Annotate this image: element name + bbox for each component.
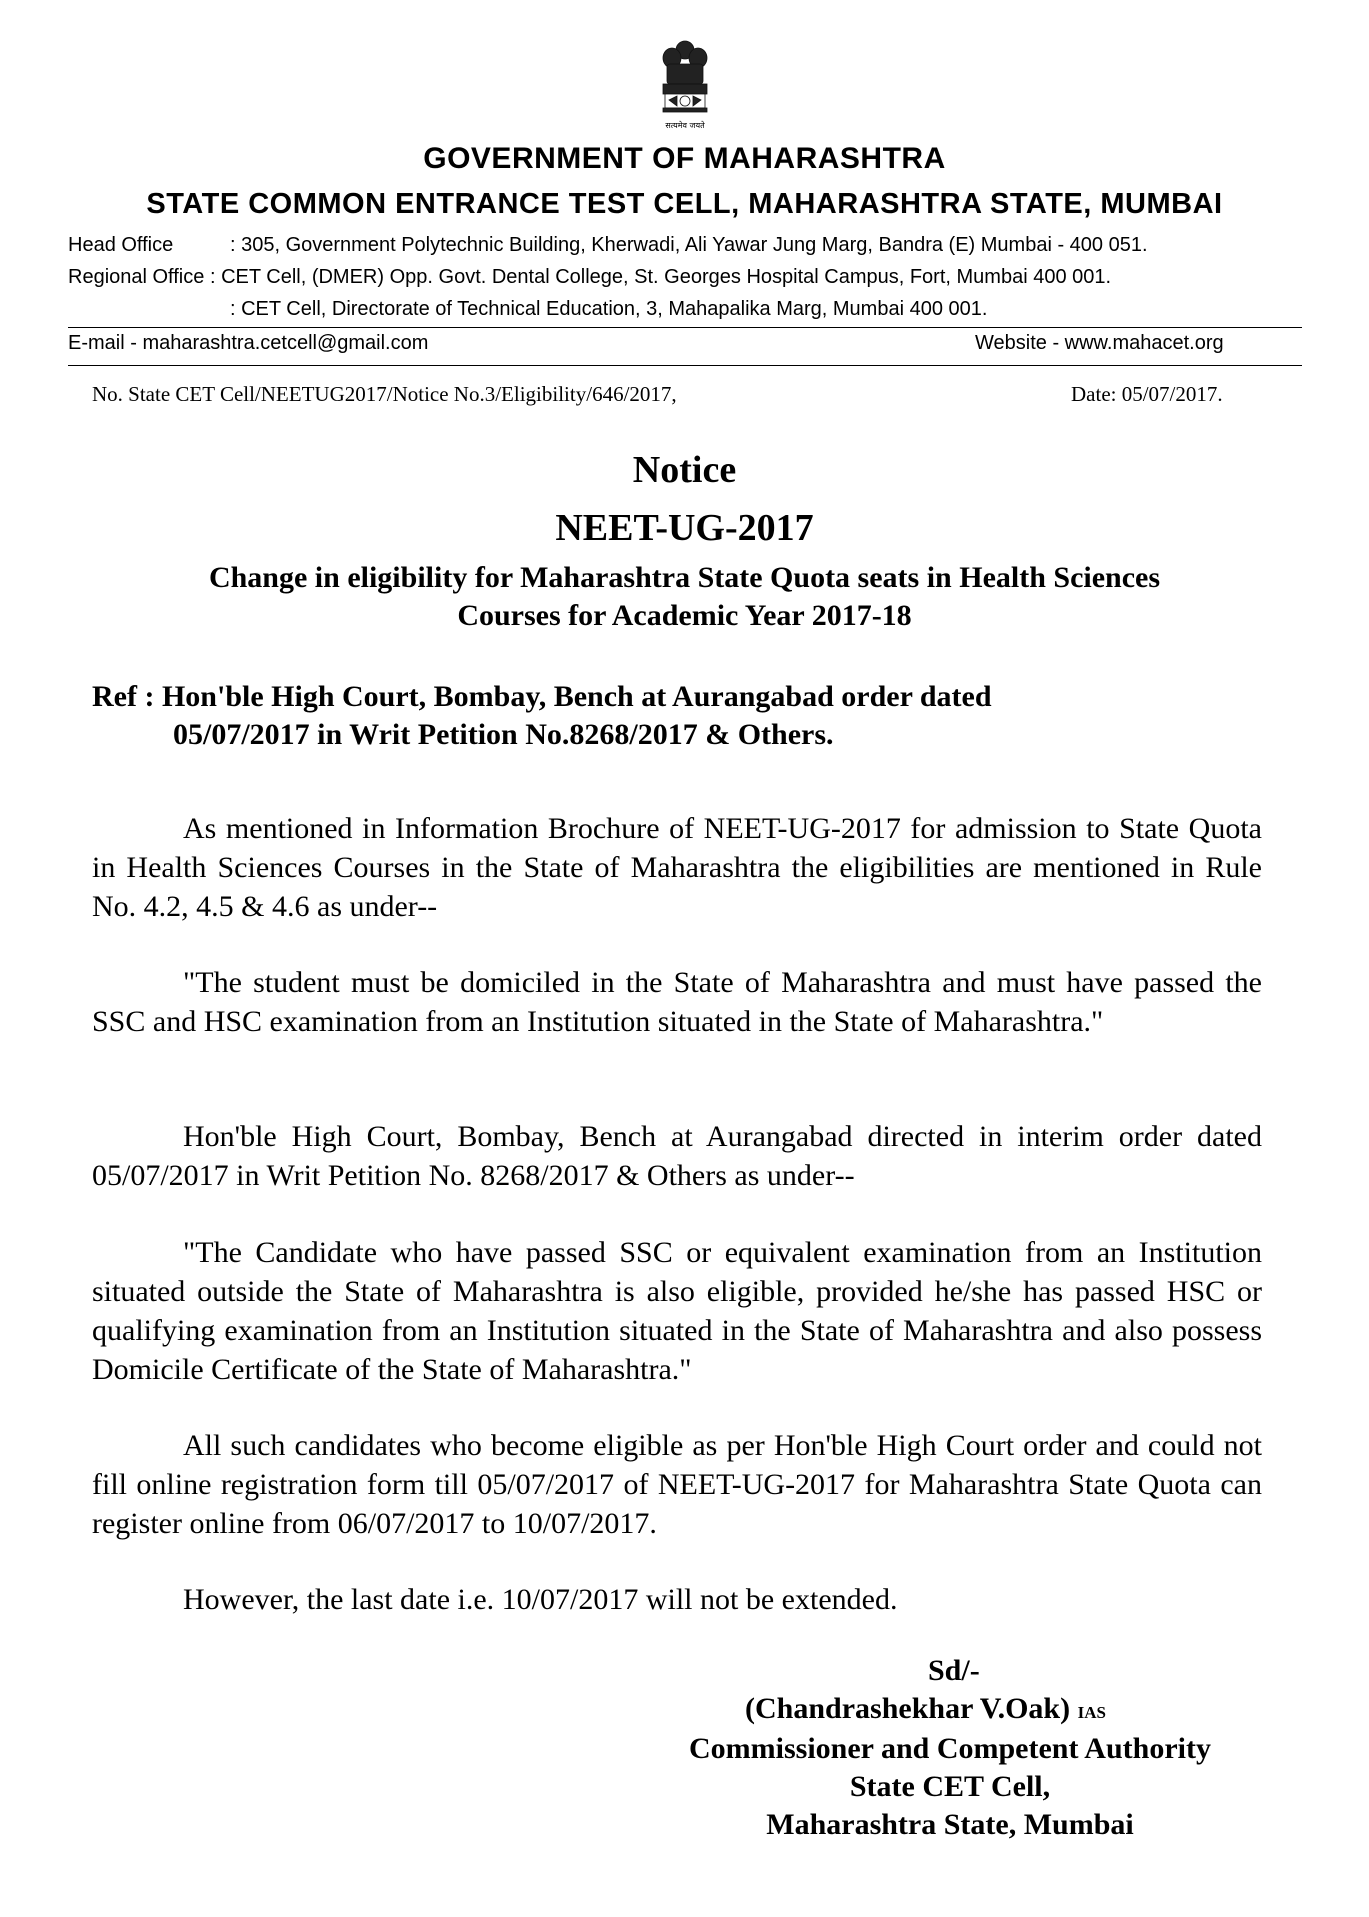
email-text: E-mail - maharashtra.cetcell@gmail.com [68,332,429,354]
signature-sd: Sd/- [928,1654,980,1687]
signatory-designation: Commissioner and Competent Authority [689,1732,1211,1765]
court-reference-line-1: Ref : Hon'ble High Court, Bombay, Bench at Aurangabad order dated [92,680,992,713]
subject-line-1: Change in eligibility for Maharashtra State Quota seats in Health Sciences [208,561,1161,594]
reference-number: No. State CET Cell/NEETUG2017/Notice No.3/Eligibility/646/2017, [92,382,677,406]
signatory-suffix: IAS [1077,1703,1106,1722]
head-office-label: Head Office [68,234,174,256]
regional-office-address-2: : CET Cell, Directorate of Technical Education, 3, Mahapalika Marg, Mumbai 400 001. [230,298,988,320]
paragraph-4-text: "The Candidate who have passed SSC or equivalent examination from an Institution situated outside the State of Maharashtra is also eligible, provided he/she has passed HSC or qualifying examination from an Institution situated in the State of Maharashtra and also possess Domicile Certificate of the State of Maharashtra." [92,1236,1262,1386]
header-divider [68,327,1302,328]
paragraph-2-text: "The student must be domiciled in the State of Maharashtra and must have passed the SSC and HSC examination from an Institution situated in the State of Maharashtra." [92,966,1262,1038]
signatory-name: (Chandrashekhar V.Oak) [745,1692,1071,1725]
regional-office-label: Regional Office [68,266,205,288]
subject-line-2: Courses for Academic Year 2017-18 [457,599,912,632]
national-emblem-icon [655,36,715,136]
notice-heading: Notice [632,449,737,491]
exam-heading: NEET-UG-2017 [555,507,814,549]
head-office-address: : 305, Government Polytechnic Building, Kherwadi, Ali Yawar Jung Marg, Bandra (E) Mumbai - 400 051. [230,234,1148,256]
paragraph-6-text: However, the last date i.e. 10/07/2017 will not be extended. [183,1583,898,1616]
notice-date: Date: 05/07/2017. [1071,382,1223,406]
government-heading: GOVERNMENT OF MAHARASHTRA [423,142,946,175]
signatory-office: State CET Cell, [849,1770,1051,1803]
paragraph-2 [92,963,1262,1041]
head-office-line [68,234,1148,257]
signatory-location: Maharashtra State, Mumbai [766,1808,1134,1841]
paragraph-3 [92,1117,1262,1195]
paragraph-1 [92,809,1262,926]
paragraph-4 [92,1233,1262,1389]
emblem-motto: सत्यमेव जयते [665,121,705,130]
paragraph-3-text: Hon'ble High Court, Bombay, Bench at Aurangabad directed in interim order dated 05/07/2017 in Writ Petition No. 8268/2017 & Others as under-- [92,1120,1262,1192]
cell-heading: STATE COMMON ENTRANCE TEST CELL, MAHARASHTRA STATE, MUMBAI [146,188,1223,220]
regional-office-address-1: : CET Cell, (DMER) Opp. Govt. Dental College, St. Georges Hospital Campus, Fort, Mumbai 400 001. [209,266,1112,288]
regional-office-line [68,266,1111,289]
court-reference-line-2: 05/07/2017 in Writ Petition No.8268/2017 & Others. [173,718,834,751]
paragraph-5-text: All such candidates who become eligible as per Hon'ble High Court order and could not fill online registration form till 05/07/2017 of NEET-UG-2017 for Maharashtra State Quota can register online from 06/07/2017 to 10/07/2017. [92,1429,1262,1540]
paragraph-6 [92,1580,1262,1619]
website-text: Website - www.mahacet.org [975,332,1224,354]
paragraph-5 [92,1426,1262,1543]
paragraph-1-text: As mentioned in Information Brochure of NEET-UG-2017 for admission to State Quota in Health Sciences Courses in the State of Maharashtra the eligibilities are mentioned in Rule No. 4.2, 4.5 & 4.6 as under-- [92,812,1262,923]
signatory-name-line [745,1692,1106,1726]
contact-divider [68,365,1302,366]
court-reference [92,678,992,754]
